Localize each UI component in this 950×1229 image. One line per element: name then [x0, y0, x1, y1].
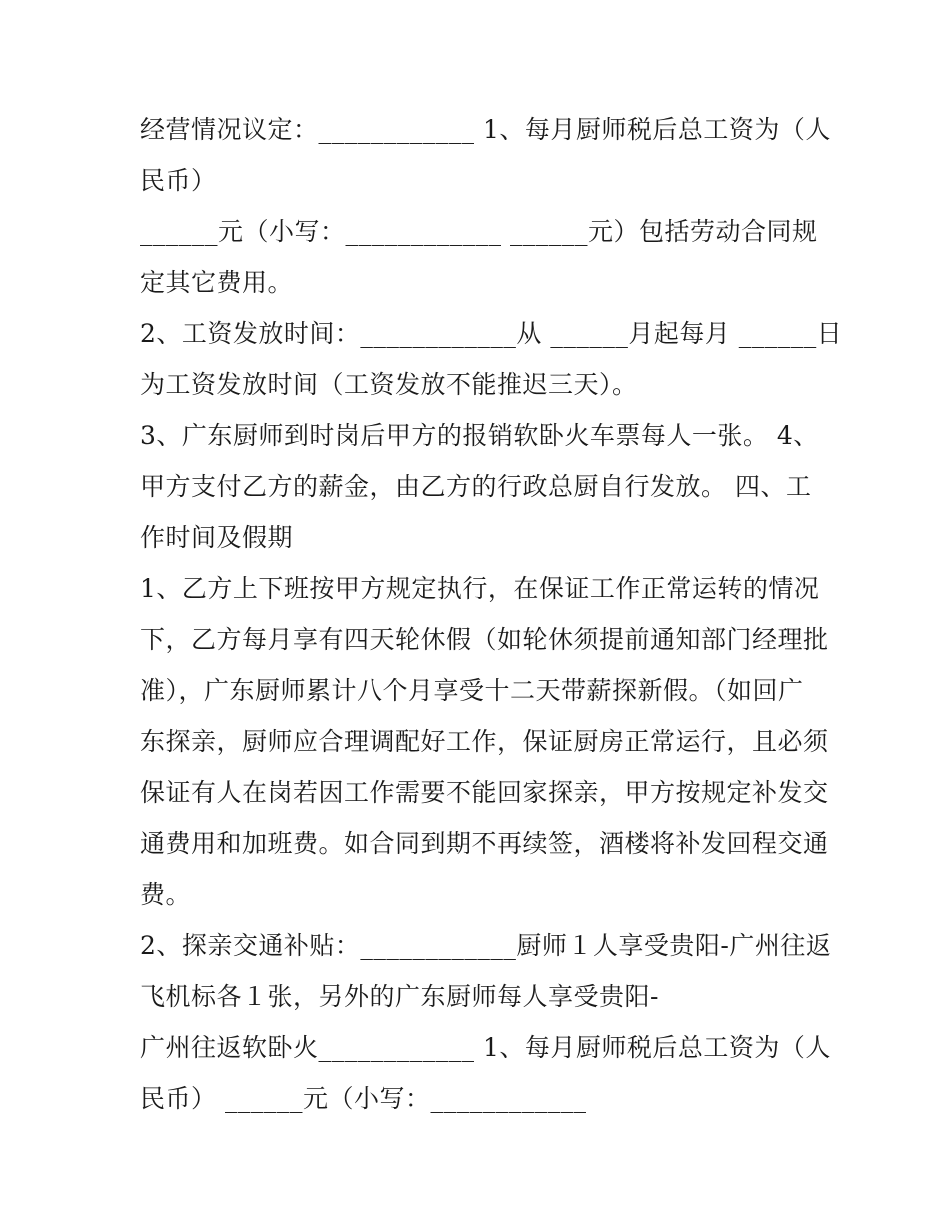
text-line-12: 准），广东厨师累计八个月享受十二天带薪探新假。（如回广 [140, 676, 804, 705]
text-line-6: 为工资发放时间（工资发放不能推迟三天）。 [140, 370, 638, 399]
text-line-9: 作时间及假期 [140, 523, 294, 552]
text-line-20: 民币） ______元（小写：____________ [140, 1084, 587, 1113]
contract-text [140, 104, 843, 1124]
text-line-4: 定其它费用。 [140, 268, 294, 297]
text-line-11: 下，乙方每月享有四天轮休假（如轮休须提前通知部门经理批 [140, 625, 829, 654]
text-line-3: ______元（小写：____________ ______元）包括劳动合同规 [140, 217, 818, 246]
text-line-17: 2、探亲交通补贴：____________厨师１人享受贵阳-广州往返 [140, 931, 832, 960]
text-line-1: 经营情况议定：____________ 1、每月厨师税后总工资为（人 [140, 115, 831, 144]
text-line-18: 飞机标各１张，另外的广东厨师每人享受贵阳- [140, 982, 659, 1011]
text-line-19: 广州往返软卧火____________ 1、每月厨师税后总工资为（人 [140, 1033, 831, 1062]
text-line-2: 民币） [140, 166, 217, 195]
text-line-7: 3、广东厨师到时岗后甲方的报销软卧火车票每人一张。 4、 [140, 421, 819, 450]
text-line-5: 2、工资发放时间：____________从 ______月起每月 ______日 [140, 319, 843, 348]
text-line-8: 甲方支付乙方的薪金，由乙方的行政总厨自行发放。 四、工 [140, 472, 812, 501]
text-line-15: 通费用和加班费。如合同到期不再续签，酒楼将补发回程交通 [140, 829, 829, 858]
text-line-10: 1、乙方上下班按甲方规定执行，在保证工作正常运转的情况 [140, 574, 820, 603]
text-line-14: 保证有人在岗若因工作需要不能回家探亲，甲方按规定补发交 [140, 778, 829, 807]
text-line-16: 费。 [140, 880, 192, 909]
text-line-13: 东探亲，厨师应合理调配好工作，保证厨房正常运行，且必须 [140, 727, 829, 756]
